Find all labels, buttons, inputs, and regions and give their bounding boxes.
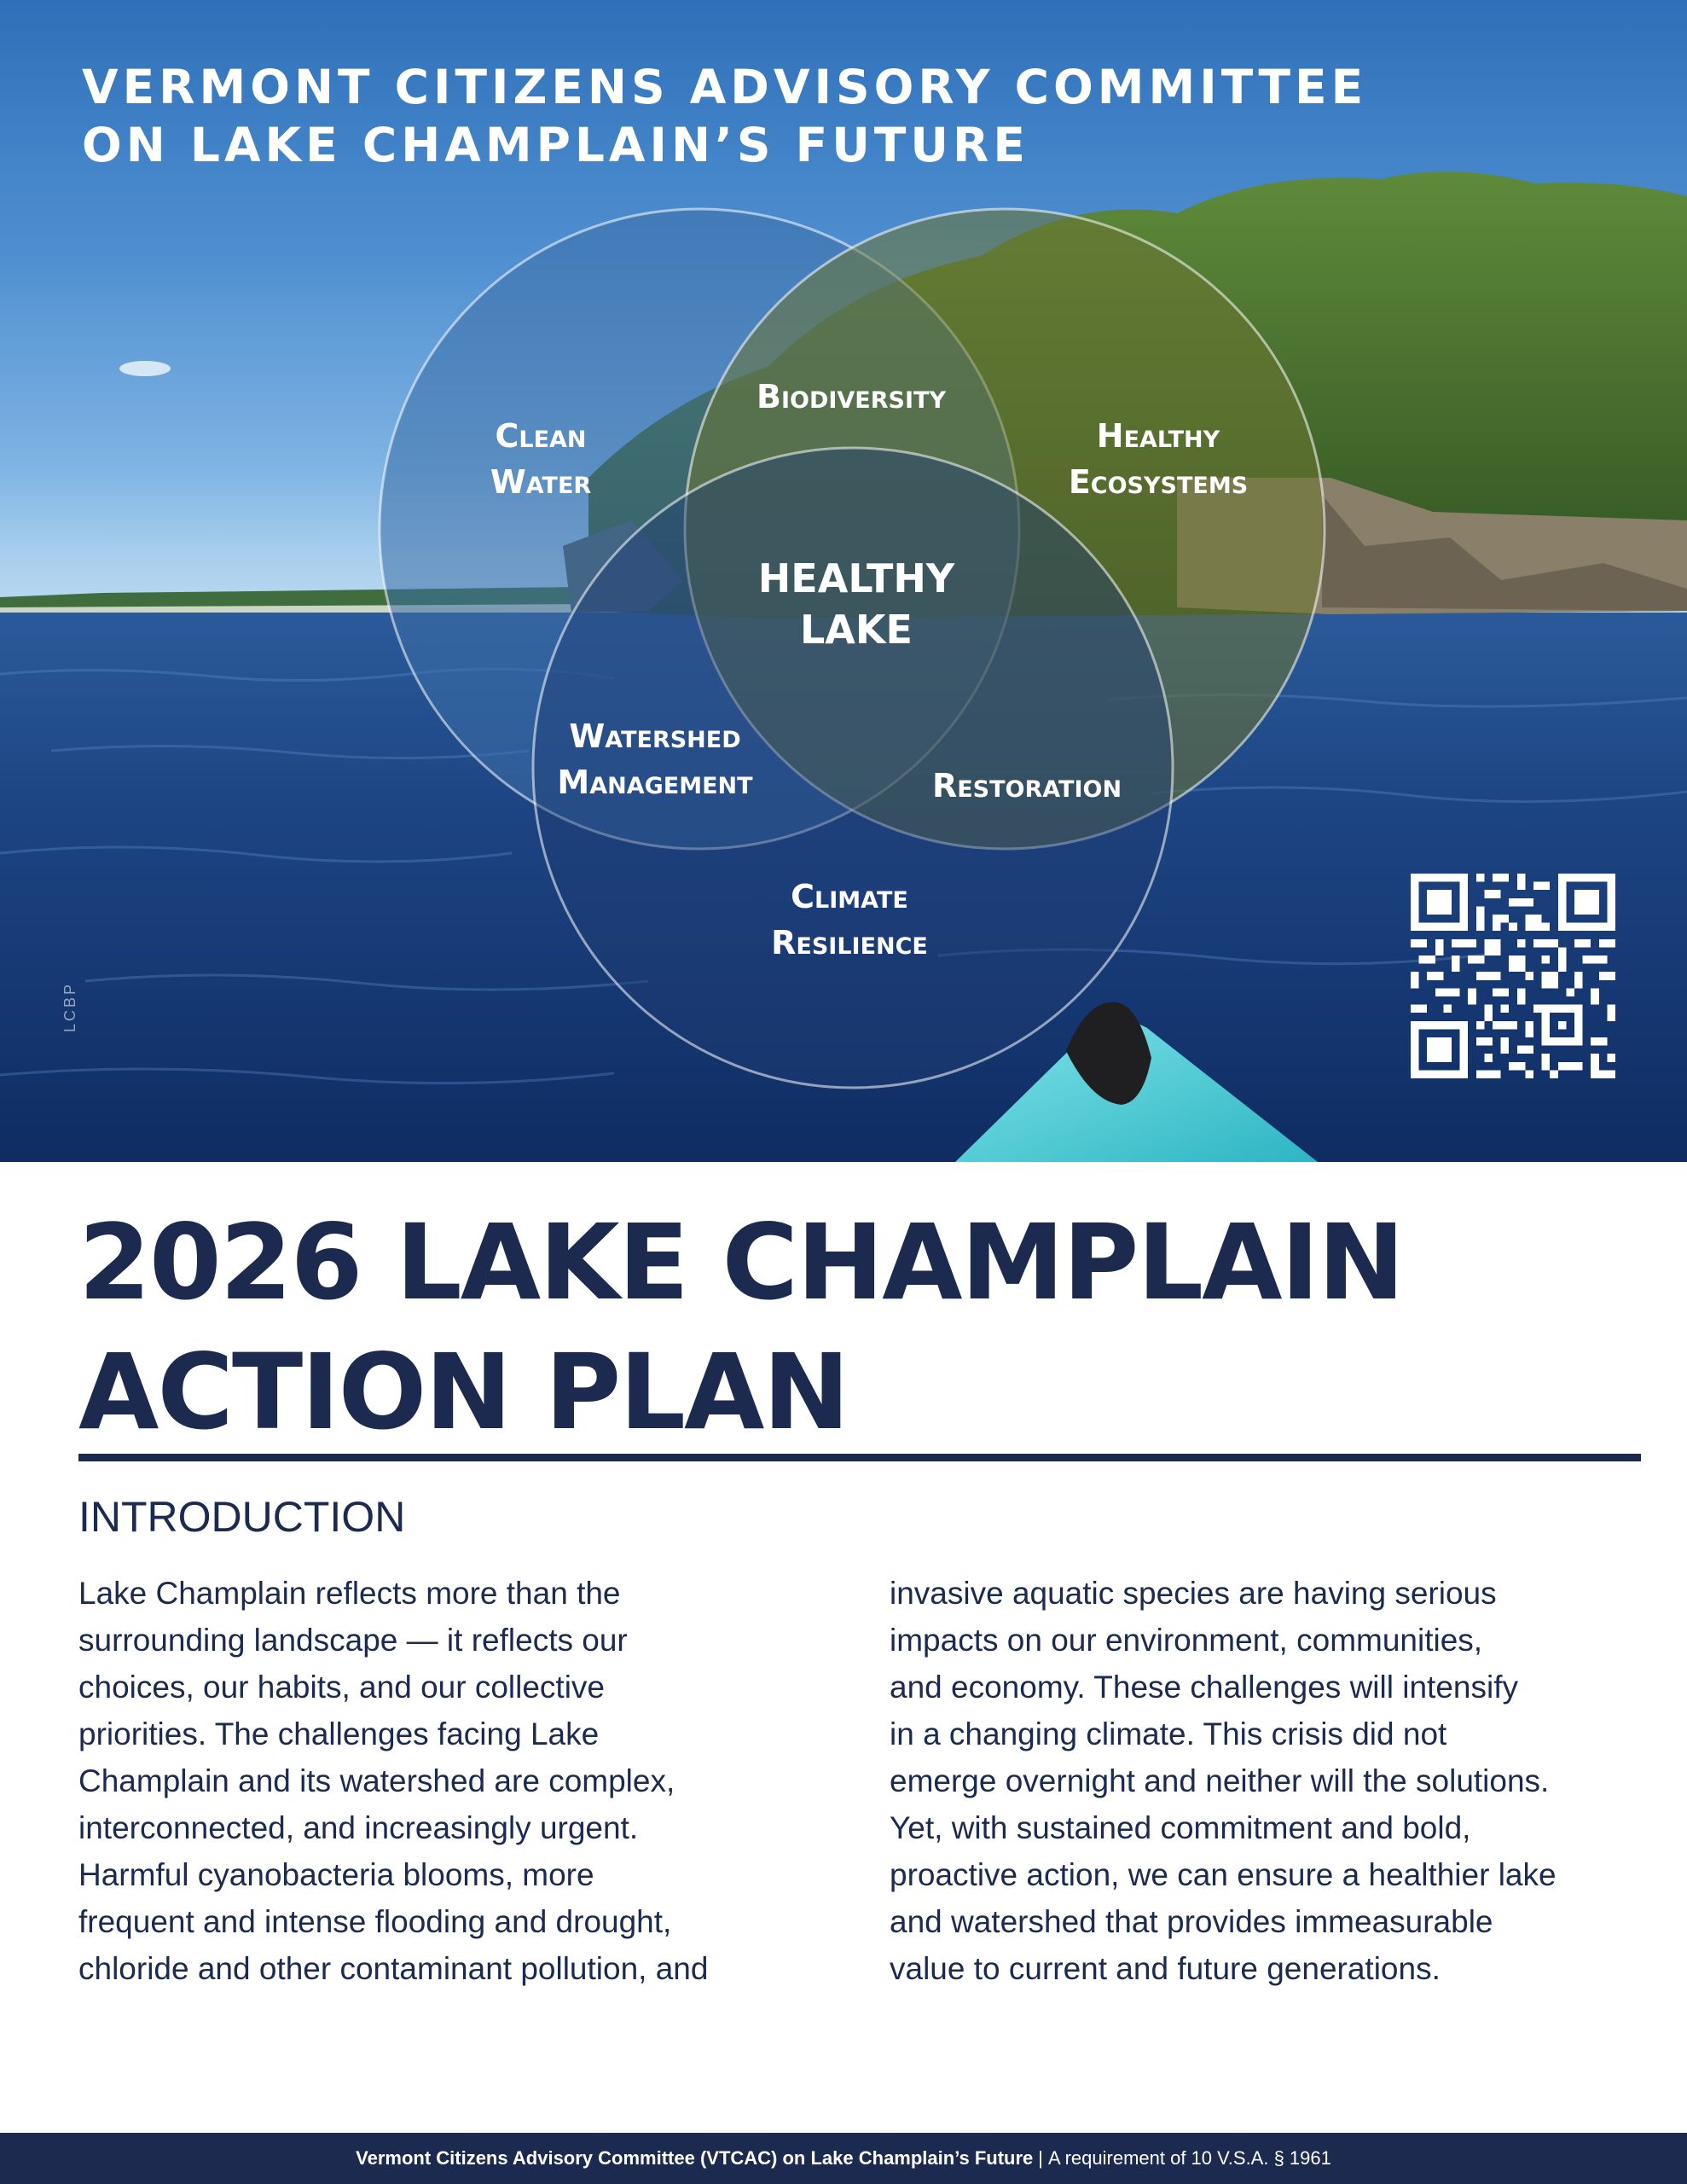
introduction-column-right: invasive aquatic species are having serious impacts on our environment, communities, and economy. These challenges will intensify in a changing climate. This crisis did not emerge overnight and neither will the solutions. Yet, with sustained commitment and bold, proactive action, we can ensure a healthier lake and watershed that provides immeasurable value to current and future generations. [890,1576,1557,1986]
action-plan-title: 2026 LAKE CHAMPLAIN ACTION PLAN [78,1202,1404,1453]
footer-committee-name: Vermont Citizens Advisory Committee (VTCAC) on Lake Champlain’s Future [356,2147,1034,2169]
venn-label-biodiversity: Biodiversity [756,378,947,415]
photo-credit: LCBP [61,981,78,1032]
committee-title: VERMONT CITIZENS ADVISORY COMMITTEE ON LAKE CHAMPLAIN’S FUTURE [82,60,1368,172]
footer-statute: A requirement of 10 V.S.A. § 1961 [1048,2147,1331,2169]
footer-separator: | [1038,2147,1044,2169]
venn-label-climate-resilience: Climate Resilience [771,878,928,961]
venn-center-healthy-lake: HEALTHY LAKE [757,555,955,653]
title-divider [78,1454,1641,1461]
venn-label-watershed-management: Watershed Management [557,717,753,801]
qr-code-icon[interactable] [1411,874,1615,1078]
introduction-column-left: Lake Champlain reflects more than the surrounding landscape — it reflects our choices, our habits, and our collective priorities. The challenges facing Lake Champlain and its watershed are complex, interconnected, and increasingly urgent. Harmful cyanobacteria blooms, more frequent and intense flooding and drought, chloride and other contaminant pollution, and [78,1576,709,1986]
venn-label-clean-water: Clean Water [490,417,592,501]
venn-label-healthy-ecosystems: Healthy Ecosystems [1068,417,1249,501]
venn-label-restoration: Restoration [931,767,1122,804]
footer-bar [0,2133,1687,2184]
section-heading-introduction: INTRODUCTION [78,1493,406,1541]
